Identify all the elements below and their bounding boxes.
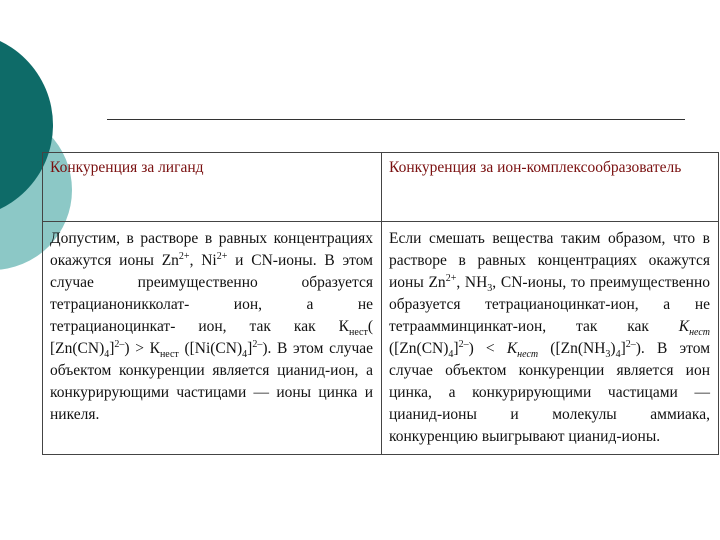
header-left-text: Конкуренция за лиганд	[50, 159, 204, 176]
text-run: , CN-ионы, то преимущественно образуется тетрацианоцинкат-ион, а не тетраамминцинкат-ион, так как	[389, 274, 710, 335]
text-run: ). В этом случае объектом конкуренции является цианид-ион, а конкурирующими частицами — ионы цинка и никеля.	[50, 340, 374, 423]
ion-competition-text	[382, 222, 719, 455]
constant-symbol: К	[678, 318, 690, 335]
superscript: 2+	[445, 272, 457, 284]
subscript: 4	[615, 349, 621, 361]
header-ion-competition	[382, 153, 719, 222]
subscript: нест	[689, 327, 710, 339]
text-run: и CN-ионы. В этом случае преимущественно образуется тетрацианоникколат- ион, а не тетрацианоцинкат- ион, так как К	[50, 252, 373, 335]
text-run: Допустим, в растворе в равных концентрациях окажутся ионы Zn	[50, 230, 373, 269]
text-run: ]	[247, 340, 253, 357]
text-run: )	[610, 340, 616, 357]
text-run: ). В этом случае объектом конкуренции является ион цинка, а конкурирующими частицами — цианид-ионы и молекулы аммиака, конкуренцию выигрывают цианид-ионы.	[389, 340, 710, 445]
text-run: , Ni	[189, 252, 217, 269]
subscript: 3	[605, 349, 611, 361]
text-run: ) > К	[124, 340, 160, 357]
superscript: 2–	[458, 338, 469, 350]
comparison-table	[42, 152, 719, 455]
body-row	[43, 222, 719, 455]
constant-symbol: К	[506, 340, 518, 357]
superscript: 2–	[252, 338, 263, 350]
superscript: 2–	[625, 338, 636, 350]
title-underline	[107, 119, 685, 120]
text-run: , NH	[456, 274, 488, 291]
subscript: 3	[487, 283, 493, 295]
header-row	[43, 153, 719, 222]
subscript: нест	[159, 349, 179, 361]
superscript: 2+	[178, 250, 190, 262]
subscript: нест	[517, 349, 539, 361]
text-run: ]	[620, 340, 626, 357]
text-run: Если смешать вещества таким образом, что в растворе в равных концентрациях окажутся ионы Zn	[389, 230, 710, 291]
text-run: ([Zn(NH	[538, 340, 606, 357]
subscript: 4	[104, 349, 110, 361]
text-run: ) <	[468, 340, 507, 357]
text-run: ([Zn(CN)	[389, 340, 449, 357]
ligand-competition-text	[43, 222, 382, 455]
text-run: ]	[453, 340, 459, 357]
subscript: 4	[242, 349, 248, 361]
subscript: 4	[448, 349, 454, 361]
header-ligand-competition	[43, 153, 382, 222]
text-run: ]	[109, 340, 115, 357]
superscript: 2+	[216, 250, 228, 262]
subscript: нест	[348, 327, 368, 339]
superscript: 2–	[114, 338, 125, 350]
text-run: ([Ni(CN)	[178, 340, 243, 357]
header-right-text: Конкуренция за ион-комплексообразователь	[389, 159, 682, 176]
text-run: ( [Zn(CN)	[50, 318, 373, 357]
